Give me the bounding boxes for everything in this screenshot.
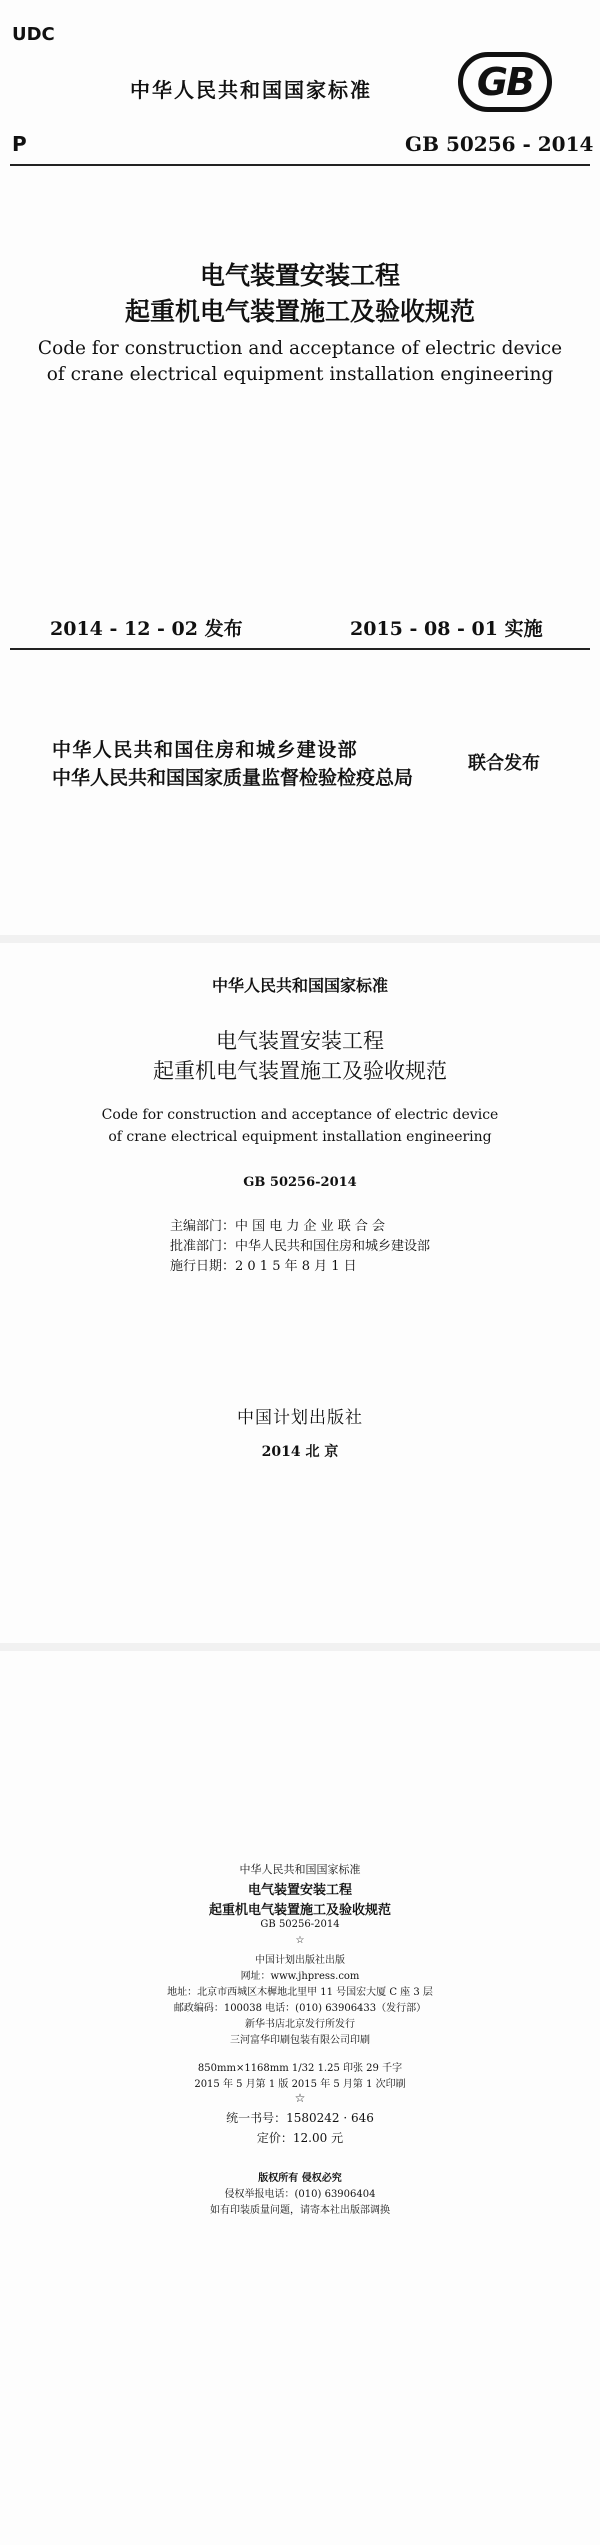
cover-title-cn-2: 起重机电气装置施工及验收规范: [124, 297, 475, 326]
cover-issuers: [0, 665, 600, 935]
copyright-line: 版权所有 侵权必究: [258, 2173, 342, 2184]
page-gap-1: [0, 935, 600, 943]
implement-date: 2015 - 08 - 01 实施: [350, 618, 543, 640]
imprint-line-4: GB 50256-2014: [260, 1919, 340, 1930]
imprint-line-12: 2015 年 5 月第 1 版 2015 年 5 月第 1 次印刷: [194, 2079, 406, 2090]
imprint-line-8: 邮政编码：100038 电话：(010) 63906433（发行部）: [173, 2003, 427, 2014]
issuer-quality-supervision: 中华人民共和国国家质量监督检验检疫总局: [52, 767, 414, 789]
imprint-line-6: 网址：www.jhpress.com: [240, 1971, 360, 1982]
imprint-line-2: 电气装置安装工程: [247, 1883, 352, 1898]
joint-issue-label: 联合发布: [468, 753, 540, 774]
issuer-ministry-housing: 中华人民共和国住房和城乡建设部: [52, 739, 359, 761]
imprint-line-1: 中华人民共和国国家标准: [239, 1863, 361, 1876]
cover-title-cn-1: 电气装置安装工程: [199, 261, 400, 290]
issue-date: 2014 - 12 - 02 发布: [50, 618, 243, 640]
title-page-number: GB 50256-2014: [243, 1175, 357, 1190]
page-gap-2: [0, 1643, 600, 1651]
imprint-line-11: 850mm×1168mm 1/32 1.25 印张 29 千字: [197, 2063, 403, 2074]
star-divider-2: ☆: [294, 2091, 306, 2105]
class-code: P: [12, 132, 27, 156]
book-price: 定价：12.00 元: [256, 2131, 344, 2145]
standard-header: 中华人民共和国国家标准: [130, 78, 372, 102]
gb-logo: [458, 52, 552, 112]
publisher-name: 中国计划出版社: [237, 1408, 363, 1428]
imprint-line-10: 三河富华印刷包装有限公司印刷: [230, 2035, 370, 2046]
quality-notice: 如有印装质量问题，请寄本社出版部调换: [210, 2205, 390, 2216]
report-phone: 侵权举报电话：(010) 63906404: [224, 2189, 376, 2200]
header-rule: [10, 164, 590, 166]
title-page-cn-1: 电气装置安装工程: [216, 1029, 384, 1053]
imprint-line-3: 起重机电气装置施工及验收规范: [208, 1903, 391, 1918]
imprint-line-9: 新华书店北京发行所发行: [245, 2019, 355, 2030]
title-page-en-1: Code for construction and acceptance of electric device: [101, 1107, 499, 1123]
publish-place: 2014 北 京: [261, 1444, 339, 1460]
title-page-cn-2: 起重机电气装置施工及验收规范: [153, 1059, 447, 1083]
udc-label: UDC: [12, 24, 55, 45]
standard-number: GB 50256 - 2014: [405, 132, 594, 156]
imprint-line-7: 地址：北京市西城区木樨地北里甲 11 号国宏大厦 C 座 3 层: [167, 1987, 433, 1998]
effective-date-line: 施行日期：2 0 1 5 年 8 月 1 日: [170, 1259, 357, 1274]
title-page-en-2: of crane electrical equipment installation engineering: [108, 1129, 492, 1145]
book-number: 统一书号：1580242 · 646: [226, 2111, 374, 2125]
imprint-line-5: 中国计划出版社出版: [255, 1955, 345, 1966]
title-page: [0, 943, 600, 1643]
imprint-page: [0, 1651, 600, 2545]
gb-logo-text: GB: [476, 60, 534, 104]
star-divider-1: ☆: [295, 1935, 305, 1946]
cover-title-en-1: Code for construction and acceptance of electric device: [37, 338, 563, 359]
date-rule: [10, 648, 590, 650]
approver-line: 批准部门：中华人民共和国住房和城乡建设部: [170, 1239, 431, 1254]
cover-page: [0, 0, 600, 665]
editor-line: 主编部门：中 国 电 力 企 业 联 合 会: [170, 1219, 386, 1234]
title-page-header: 中华人民共和国国家标准: [211, 976, 388, 995]
cover-title-en-2: of crane electrical equipment installation engineering: [46, 364, 554, 385]
